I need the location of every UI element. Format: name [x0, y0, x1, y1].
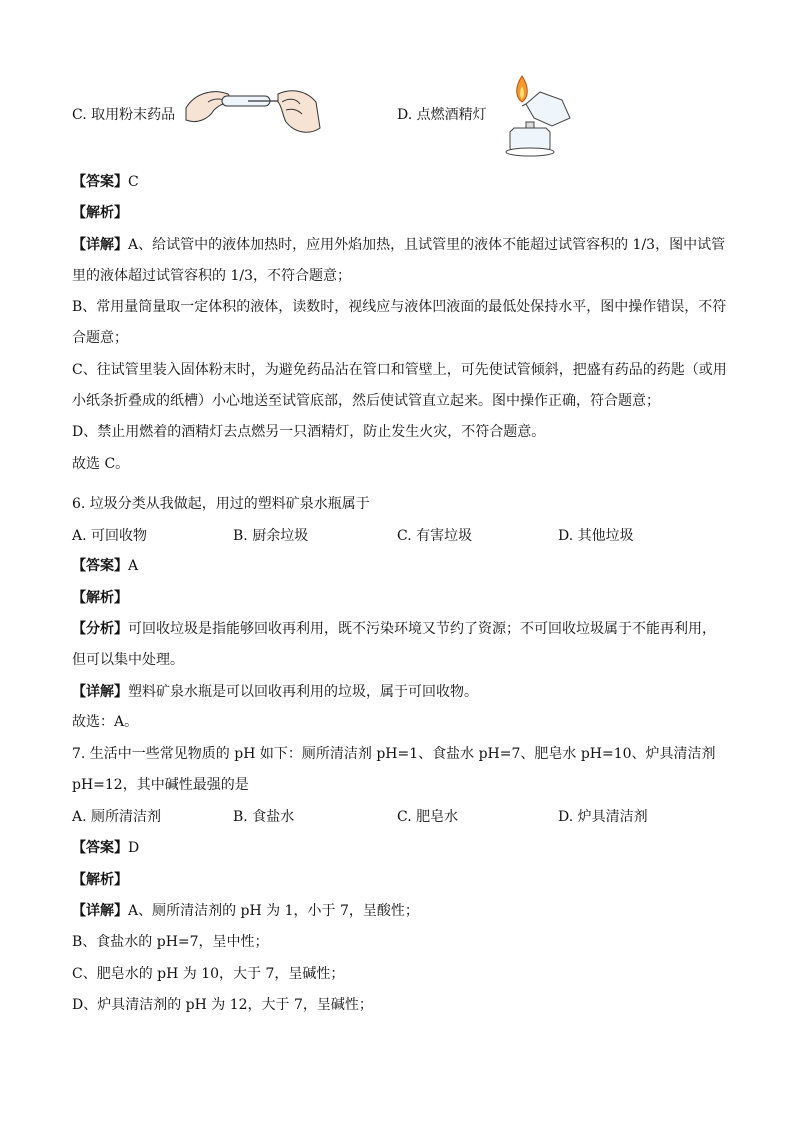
q6-analyze-line-1: 【分析】可回收垃圾是指能够回收再利用，既不污染环境又节约了资源；不可回收垃圾属于不能再利用， — [72, 621, 716, 637]
q7-option-b: B. 食盐水 — [233, 809, 295, 825]
answer-value: A — [128, 558, 139, 574]
detail-tag: 【详解】 — [72, 237, 128, 253]
alcohol-lamp-figure — [492, 70, 578, 160]
analysis-tag: 【解析】 — [72, 590, 128, 606]
q7-detail-a: 【详解】A、厕所清洁剂的 pH 为 1，小于 7，呈酸性； — [72, 903, 419, 919]
answer-value: D — [128, 840, 140, 856]
q7-answer-line — [72, 839, 139, 857]
q6-answer-line — [72, 557, 138, 575]
q7-option-d: D. 炉具清洁剂 — [558, 809, 648, 825]
q5-detail-c-line-1: C、往试管里装入固体粉末时，为避免药品沾在管口和管壁上，可先使试管倾斜，把盛有药品的药匙（或用 — [72, 362, 727, 378]
q6-detail-line: 【详解】塑料矿泉水瓶是可以回收再利用的垃圾，属于可回收物。 — [72, 684, 478, 700]
answer-tag: 【答案】 — [72, 558, 128, 574]
q7-stem-line-2: pH=12，其中碱性最强的是 — [72, 777, 249, 793]
q6-option-c: C. 有害垃圾 — [397, 528, 473, 544]
q5-detail-b-line-1: B、常用量筒量取一定体积的液体，读数时，视线应与液体凹液面的最低处保持水平，图中操作错误，不符 — [72, 299, 727, 315]
analyze-tag: 【分析】 — [72, 621, 128, 637]
q5-detail-a-line-1: 【详解】A、给试管中的液体加热时，应用外焰加热，且试管里的液体不能超过试管容积的 1/3，图中试管 — [72, 237, 726, 253]
detail-tag: 【详解】 — [72, 684, 128, 700]
q6-analyze-line-2: 但可以集中处理。 — [72, 652, 184, 668]
q6-conclusion: 故选：A。 — [72, 714, 139, 730]
q7-detail-d: D、炉具清洁剂的 pH 为 12，大于 7，呈碱性； — [72, 997, 373, 1013]
analysis-tag: 【解析】 — [72, 205, 128, 221]
q7-detail-c: C、肥皂水的 pH 为 10，大于 7，呈碱性； — [72, 966, 345, 982]
q6-option-d: D. 其他垃圾 — [558, 528, 634, 544]
answer-value: C — [128, 174, 139, 190]
q5-detail-d: D、禁止用燃着的酒精灯去点燃另一只酒精灯，防止发生火灾，不符合题意。 — [72, 424, 546, 440]
q5-conclusion: 故选 C。 — [72, 456, 130, 472]
answer-tag: 【答案】 — [72, 840, 128, 856]
q6-stem: 6. 垃圾分类从我做起，用过的塑料矿泉水瓶属于 — [72, 496, 370, 512]
analysis-tag: 【解析】 — [72, 872, 128, 888]
q7-detail-b: B、食盐水的 pH=7，呈中性； — [72, 934, 269, 950]
q7-option-a: A. 厕所清洁剂 — [72, 809, 162, 825]
option-c-label: C. 取用粉末药品 — [72, 107, 176, 123]
option-d-label: D. 点燃酒精灯 — [397, 107, 487, 123]
q5-detail-b-line-2: 合题意； — [72, 330, 128, 346]
q7-stem-line-1: 7. 生活中一些常见物质的 pH 如下：厕所清洁剂 pH=1、食盐水 pH=7、肥皂水 pH=10、炉具清洁剂 — [72, 746, 716, 762]
q6-option-b: B. 厨余垃圾 — [233, 528, 309, 544]
q6-option-a: A. 可回收物 — [72, 528, 148, 544]
detail-tag: 【详解】 — [72, 903, 128, 919]
q7-option-c: C. 肥皂水 — [397, 809, 459, 825]
q5-answer-line — [72, 173, 139, 191]
q5-detail-c-line-2: 小纸条折叠成的纸槽）小心地送至试管底部，然后使试管直立起来。图中操作正确，符合题意； — [72, 393, 660, 409]
powder-sampling-figure — [178, 80, 324, 142]
answer-tag: 【答案】 — [72, 174, 128, 190]
q5-detail-a-line-2: 里的液体超过试管容积的 1/3，不符合题意； — [72, 268, 351, 284]
